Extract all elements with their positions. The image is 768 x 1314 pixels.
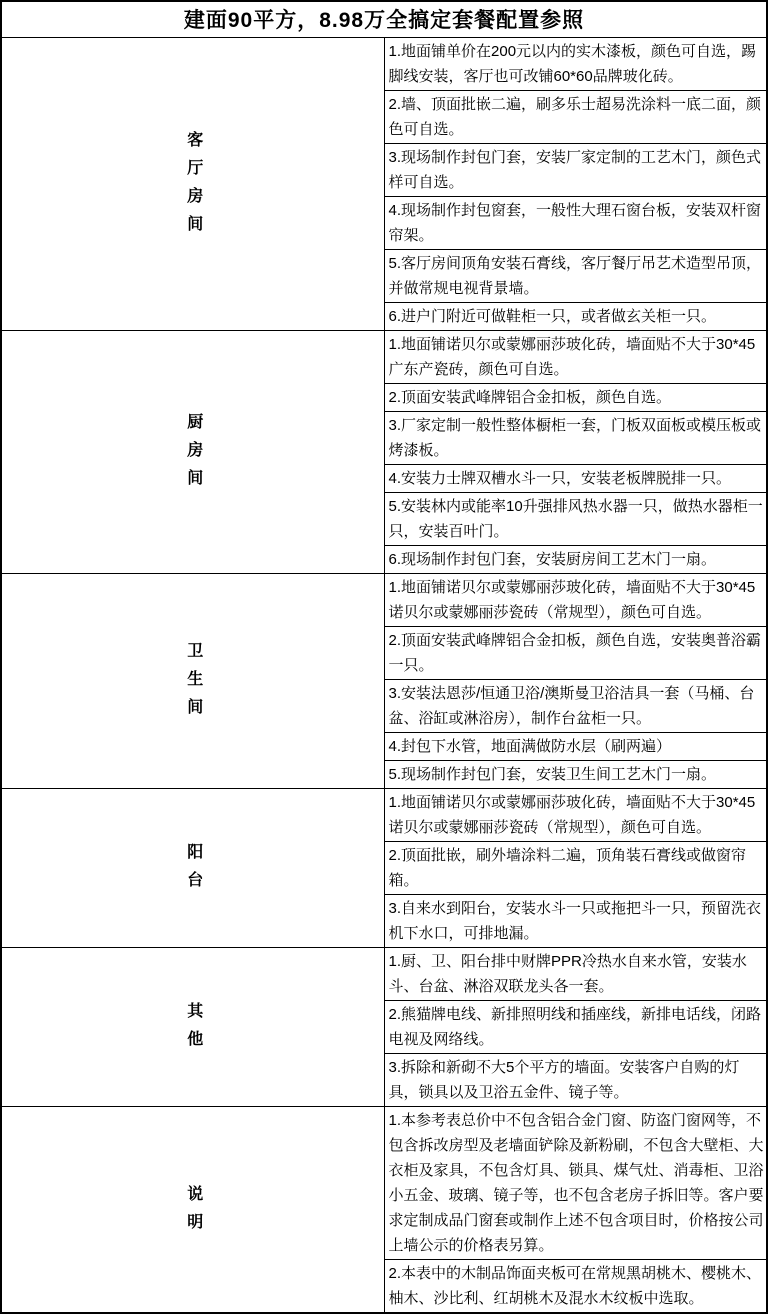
section-label: 说明 [184, 1184, 202, 1241]
config-item: 5.安装林内或能率10升强排风热水器一只，做热水器柜一只，安装百叶门。 [384, 492, 767, 545]
config-item: 2.本表中的木制品饰面夹板可在常规黑胡桃木、樱桃木、柚木、沙比利、红胡桃木及混水木纹板中选取。 [384, 1259, 767, 1313]
config-item: 2.墙、顶面批嵌二遍，刷多乐士超易洗涂料一底二面，颜色可自选。 [384, 90, 767, 143]
config-item: 3.现场制作封包门套，安装厂家定制的工艺木门，颜色式样可自选。 [384, 143, 767, 196]
config-item: 6.进户门附近可做鞋柜一只，或者做玄关柜一只。 [384, 302, 767, 330]
config-item: 2.熊猫牌电线、新排照明线和插座线，新排电话线，闭路电视及网络线。 [384, 1000, 767, 1053]
config-item: 5.现场制作封包门套，安装卫生间工艺木门一扇。 [384, 760, 767, 788]
config-item: 1.地面铺诺贝尔或蒙娜丽莎玻化砖，墙面贴不大于30*45诺贝尔或蒙娜丽莎瓷砖（常规型），颜色可自选。 [384, 573, 767, 626]
config-item: 1.地面铺诺贝尔或蒙娜丽莎玻化砖，墙面贴不大于30*45诺贝尔或蒙娜丽莎瓷砖（常规型），颜色可自选。 [384, 788, 767, 841]
table-row [1, 573, 767, 626]
section-label-cell [1, 1106, 384, 1313]
table-row [1, 947, 767, 1000]
section-label: 客厅房间 [184, 131, 202, 243]
config-item: 2.顶面安装武峰牌铝合金扣板，颜色自选，安装奥普浴霸一只。 [384, 626, 767, 679]
config-item: 1.地面铺诺贝尔或蒙娜丽莎玻化砖，墙面贴不大于30*45广东产瓷砖，颜色可自选。 [384, 330, 767, 383]
section-label-cell [1, 37, 384, 330]
config-item: 2.顶面批嵌，刷外墙涂料二遍，顶角装石膏线或做窗帘箱。 [384, 841, 767, 894]
config-item: 5.客厅房间顶角安装石膏线，客厅餐厅吊艺术造型吊顶，并做常规电视背景墙。 [384, 249, 767, 302]
config-item: 4.封包下水管，地面满做防水层（刷两遍） [384, 732, 767, 760]
config-item: 3.安装法恩莎/恒通卫浴/澳斯曼卫浴洁具一套（马桶、台盆、浴缸或淋浴房），制作台盆柜一只。 [384, 679, 767, 732]
config-item: 2.顶面安装武峰牌铝合金扣板，颜色自选。 [384, 383, 767, 411]
config-item: 1.地面铺单价在200元以内的实木漆板，颜色可自选，踢脚线安装，客厅也可改铺60*60品牌玻化砖。 [384, 37, 767, 90]
config-item: 4.安装力士牌双槽水斗一只，安装老板牌脱排一只。 [384, 464, 767, 492]
section-label: 厨房间 [184, 413, 202, 497]
config-item: 1.本参考表总价中不包含铝合金门窗、防盗门窗网等，不包含拆改房型及老墙面铲除及新粉刷，不包含大壁柜、大衣柜及家具，不包含灯具、锁具、煤气灶、消毒柜、卫浴小五金、玻璃、镜子等，也不包含老房子拆旧等。客户要求定制成品门窗套或制作上述不包含项目时，价格按公司上墙公示的价格表另算。 [384, 1106, 767, 1259]
section-label: 卫生间 [184, 642, 202, 726]
section-label: 阳台 [184, 843, 202, 899]
page-title: 建面90平方，8.98万全搞定套餐配置参照 [1, 1, 767, 37]
config-item: 4.现场制作封包窗套，一般性大理石窗台板，安装双杆窗帘架。 [384, 196, 767, 249]
config-item: 6.现场制作封包门套，安装厨房间工艺木门一扇。 [384, 545, 767, 573]
section-label-cell [1, 573, 384, 788]
table-row [1, 37, 767, 90]
config-item: 3.拆除和新砌不大5个平方的墙面。安装客户自购的灯具，锁具以及卫浴五金件、镜子等。 [384, 1053, 767, 1106]
config-item: 1.厨、卫、阳台排中财牌PPR冷热水自来水管，安装水斗、台盆、淋浴双联龙头各一套。 [384, 947, 767, 1000]
config-item: 3.厂家定制一般性整体橱柜一套，门板双面板或模压板或烤漆板。 [384, 411, 767, 464]
table-body [1, 1, 767, 1313]
title-row [1, 1, 767, 37]
section-label-cell [1, 330, 384, 573]
table-row [1, 1106, 767, 1259]
table-row [1, 788, 767, 841]
config-item: 3.自来水到阳台，安装水斗一只或拖把斗一只，预留洗衣机下水口，可排地漏。 [384, 894, 767, 947]
section-label-cell [1, 947, 384, 1106]
section-label: 其他 [184, 1002, 202, 1058]
table-row [1, 330, 767, 383]
section-label-cell [1, 788, 384, 947]
